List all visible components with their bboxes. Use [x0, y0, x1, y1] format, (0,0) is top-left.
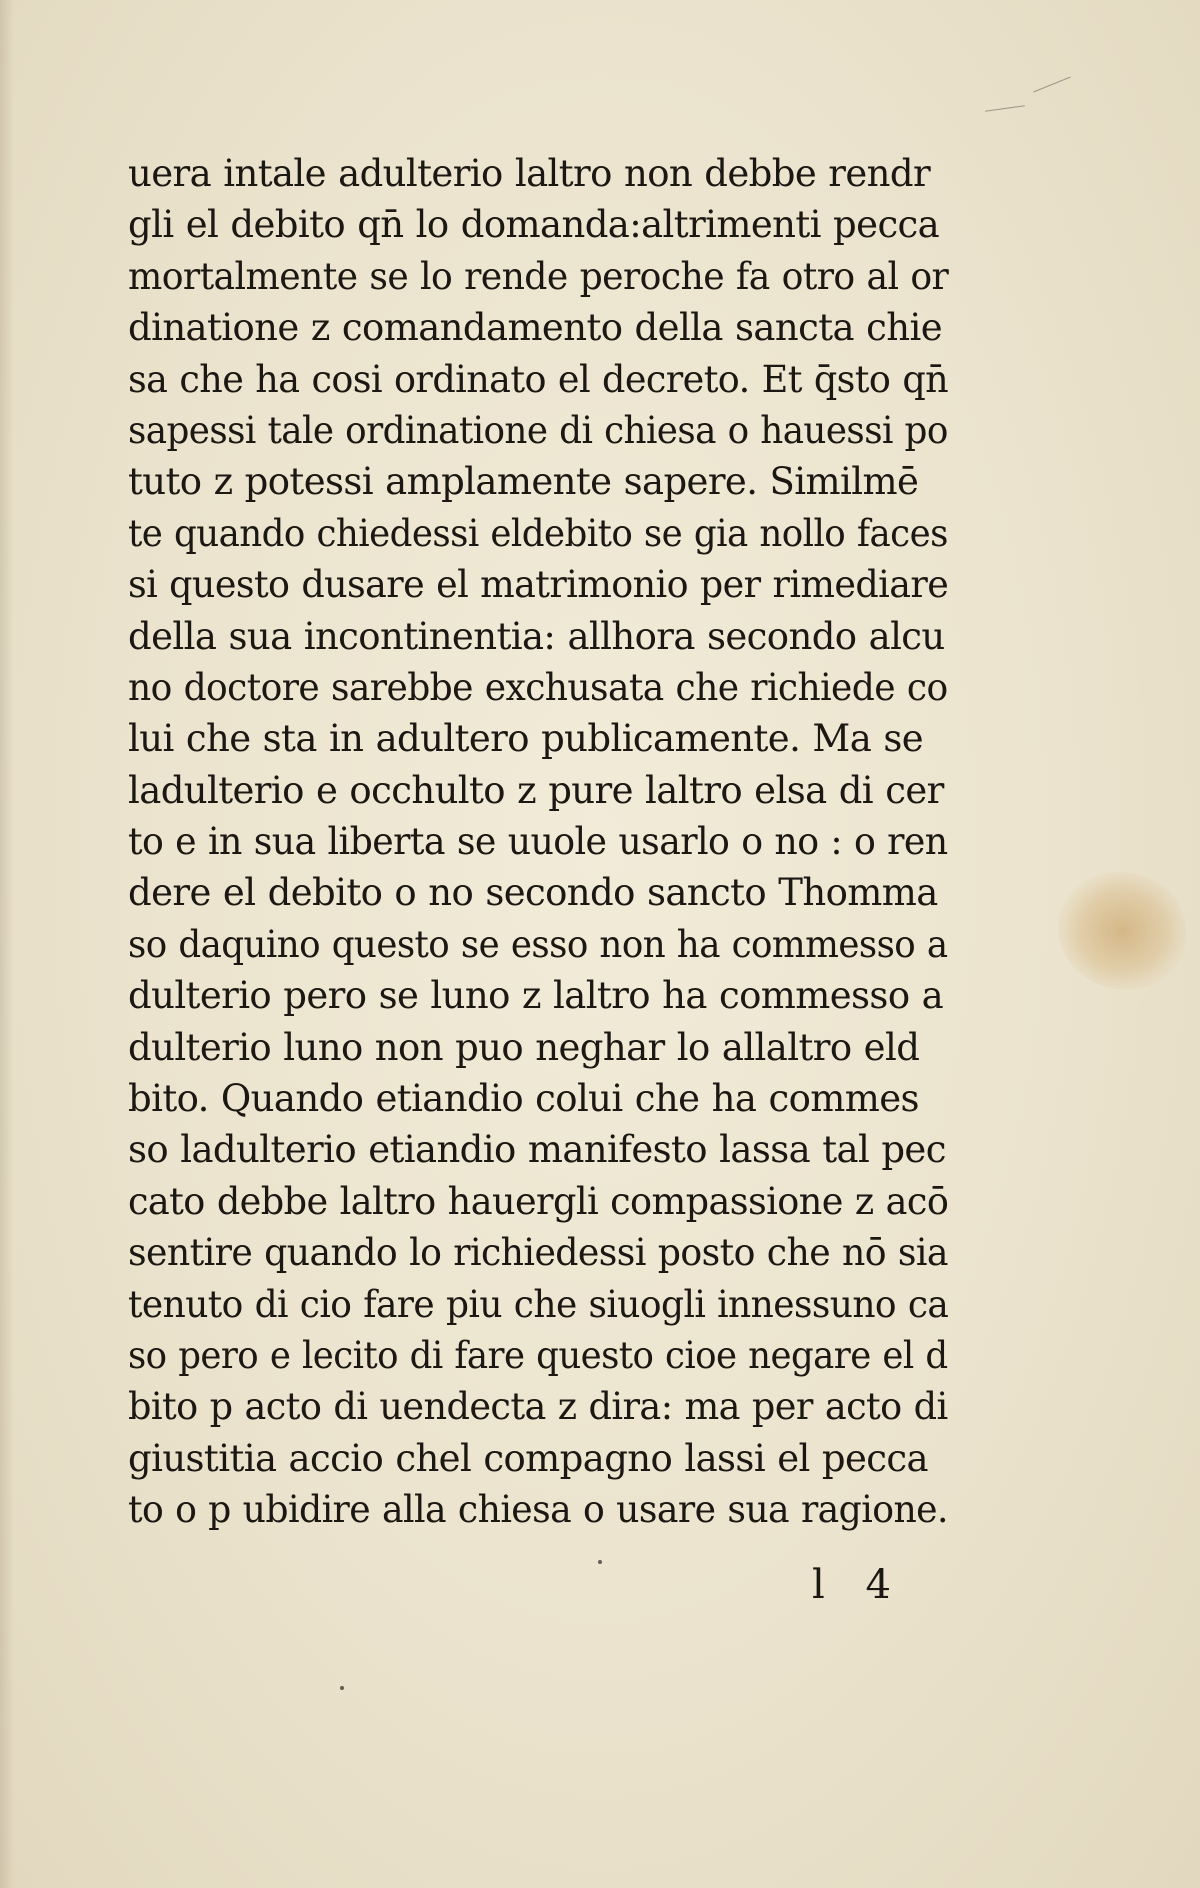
text-line: so ladulterio etiandio manifesto lassa tal pec [128, 1128, 946, 1172]
ink-dot [598, 1560, 602, 1564]
text-line: della sua incontinentia: allhora secondo alcu [128, 614, 945, 658]
text-line: sapessi tale ordinatione di chiesa o hauessi po [128, 408, 948, 452]
text-line: uera intale adulterio laltro non debbe rendr [128, 152, 931, 195]
margin-mark [985, 105, 1025, 112]
text-line: sa che ha cosi ordinato el decreto. Et q̄sto qn̄ [128, 357, 949, 401]
text-line: ladulterio e occhulto z pure laltro elsa di cer [128, 768, 944, 812]
text-line: dere el debito o no secondo sancto Thomma [128, 871, 938, 915]
text-line: bito p acto di uendecta z dira: ma per acto di [128, 1385, 948, 1429]
ink-dot [340, 1686, 344, 1690]
text-line: giustitia accio chel compagno lassi el pecca [128, 1436, 928, 1480]
paper-stain [1058, 872, 1186, 990]
text-line: bito. Quando etiandio colui che ha commes [128, 1077, 919, 1121]
text-line: tenuto di cio fare piu che siuogli innessuno ca [128, 1282, 949, 1326]
text-line: si questo dusare el matrimonio per rimediare [128, 563, 949, 607]
text-block [128, 148, 948, 1536]
text-line: cato debbe laltro hauergli compassione z acō [128, 1179, 949, 1223]
text-line: lui che sta in adultero publicamente. Ma se [128, 717, 924, 761]
text-line: so pero e lecito di fare questo cioe negare el d [128, 1333, 948, 1377]
text-line: dulterio pero se luno z laltro ha commesso a [128, 974, 944, 1018]
text-line: so daquino questo se esso non ha commesso a [128, 922, 948, 966]
text-line: te quando chiedessi eldebito se gia nollo faces [128, 511, 948, 555]
text-line: sentire quando lo richiedessi posto che nō sia [128, 1231, 948, 1275]
text-line: dulterio luno non puo neghar lo allaltro eld [128, 1025, 920, 1069]
text-line: mortalmente se lo rende peroche fa otro al or [128, 254, 949, 298]
text-line: tuto z potessi amplamente sapere. Similmē [128, 460, 919, 504]
signature-mark: l 4 [812, 1562, 905, 1608]
text-line: to e in sua liberta se uuole usarlo o no : o ren [128, 820, 948, 864]
text-line: dinatione z comandamento della sancta chie [128, 306, 942, 350]
margin-mark [1033, 77, 1070, 93]
text-line: to o p ubidire alla chiesa o usare sua ragione. [128, 1488, 948, 1532]
text-line: gli el debito qn̄ lo domanda:altrimenti pecca [128, 203, 940, 247]
text-line: no doctore sarebbe exchusata che richiede co [128, 665, 948, 709]
